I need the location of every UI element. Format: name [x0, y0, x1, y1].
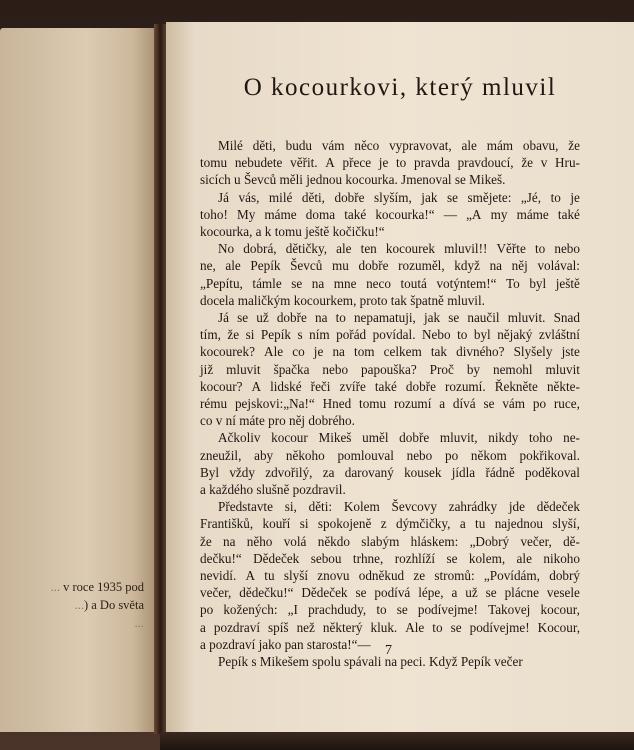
text-line: kocour? A lidské řeči zvíře také dobře rozumí. Řekněte někte-: [200, 378, 580, 394]
text-line: Byl vždy zdvořilý, za darovaný kousek jídla řádně poděkoval: [200, 464, 580, 480]
text-line: Ačkoliv kocour Mikeš uměl dobře mluvit, nikdy toho ne-: [218, 430, 580, 446]
page-number: 7: [385, 643, 392, 658]
book-bottom-edge: [160, 732, 634, 750]
line-text: v roce 1935 pod: [59, 580, 144, 594]
text-line: že na něho volá někdo slabým hláskem: „Dobrý večer, dě-: [200, 533, 580, 549]
text-line: a pozdraví spíš než některý kluk. Ale to se podívejme! Kocour,: [200, 619, 580, 635]
left-page-line: [0, 578, 144, 596]
faded-text: ...: [50, 580, 60, 594]
text-line: sicích u Ševců měli jednou kocourka. Jmenoval se Mikeš.: [200, 172, 506, 188]
text-line: dečku!“ Dědeček sebou trhne, rozhlíží se kolem, ale nikoho: [200, 550, 580, 566]
text-line: rému pejskovi:„Na!“ Hned tomu rozumí a dívá se vám po ruce,: [200, 396, 580, 412]
text-line: Pepík s Mikešem spolu spávali na peci. Když Pepík večer: [218, 654, 523, 670]
text-line: tím, že si Pepík s ním pořád povídal. Nebo to byl nějaký zvláštní: [200, 327, 580, 343]
text-line: Já se už dobře na to nepamatuji, jak se naučil mluvit. Snad: [218, 310, 580, 326]
text-line: „Pepítu, támle se na mne neco toutá votýntem!“ To byl ještě: [200, 275, 580, 291]
text-line: a pozdraví jako pan starosta!“—: [200, 636, 371, 652]
paragraph: [200, 309, 580, 429]
line-text: ) a Do světa: [83, 598, 144, 612]
text-line: docela maličkým kocourkem, proto tak špatně mluvil.: [200, 292, 485, 308]
text-line: Já vás, milé děti, dobře slyším, jak se smějete: „Jé, to je: [218, 189, 580, 205]
text-line: Představte si, děti: Kolem Ševcovy zahrádky jde dědeček: [218, 499, 580, 515]
text-line: co v ní máte pro něj dobrého.: [200, 413, 355, 429]
text-line: Milé děti, budu vám něco vypravovat, ale mám obavu, že: [218, 138, 580, 153]
faded-text: ...: [74, 598, 84, 612]
text-line: Františků, kouří si spokojeně z dýmčičky, a tu najednou slyší,: [200, 516, 580, 532]
left-page-text: [0, 578, 150, 632]
paragraph: [200, 429, 580, 498]
text-line: zneužil, aby někoho pomlouval nebo po někom pokřikoval.: [200, 447, 580, 463]
text-line: již mluvit špačka nebo papouška? Proč by nemohl mluvit: [200, 361, 580, 377]
paragraph: [200, 498, 580, 653]
text-line: kocourek? Ale co je na tom celkem tak divného? Slyšely jste: [200, 344, 580, 360]
chapter-body: [200, 137, 580, 670]
text-line: po kožených: „I prachdudy, to se podívejme! Takovej kocour,: [200, 602, 580, 618]
left-page-line: [0, 596, 144, 614]
text-line: nevidí. A tu slyší znovu odněkud ze stromů: „Povídám, dobrý: [200, 568, 580, 584]
text-line: kocourka, a k tomu ještě kočičku!“: [200, 224, 385, 240]
text-line: večer, dědečku!“ Dědeček se podívá lépe, a už se plácne vesele: [200, 585, 580, 601]
faded-text: ...: [134, 616, 144, 630]
text-line: No dobrá, dětičky, ale ten kocourek mluvil!! Věřte to nebo: [218, 241, 580, 257]
left-page-line: [0, 614, 144, 632]
text-line: tomu nebudete věřit. A přece je to pravda pravdoucí, že v Hru-: [200, 155, 580, 171]
paragraph: [200, 240, 580, 309]
text-line: ne, ale Pepík Ševců mu dobře rozuměl, když na něj volával:: [200, 258, 580, 274]
text-line: a každého slušně pozdravil.: [200, 482, 346, 498]
paragraph: [200, 137, 580, 189]
paragraph: [200, 189, 580, 241]
text-line: toho! My máme doma také kocourka!“ — „A my máme také: [200, 206, 580, 222]
chapter-title: O kocourkovi, který mluvil: [243, 74, 557, 101]
